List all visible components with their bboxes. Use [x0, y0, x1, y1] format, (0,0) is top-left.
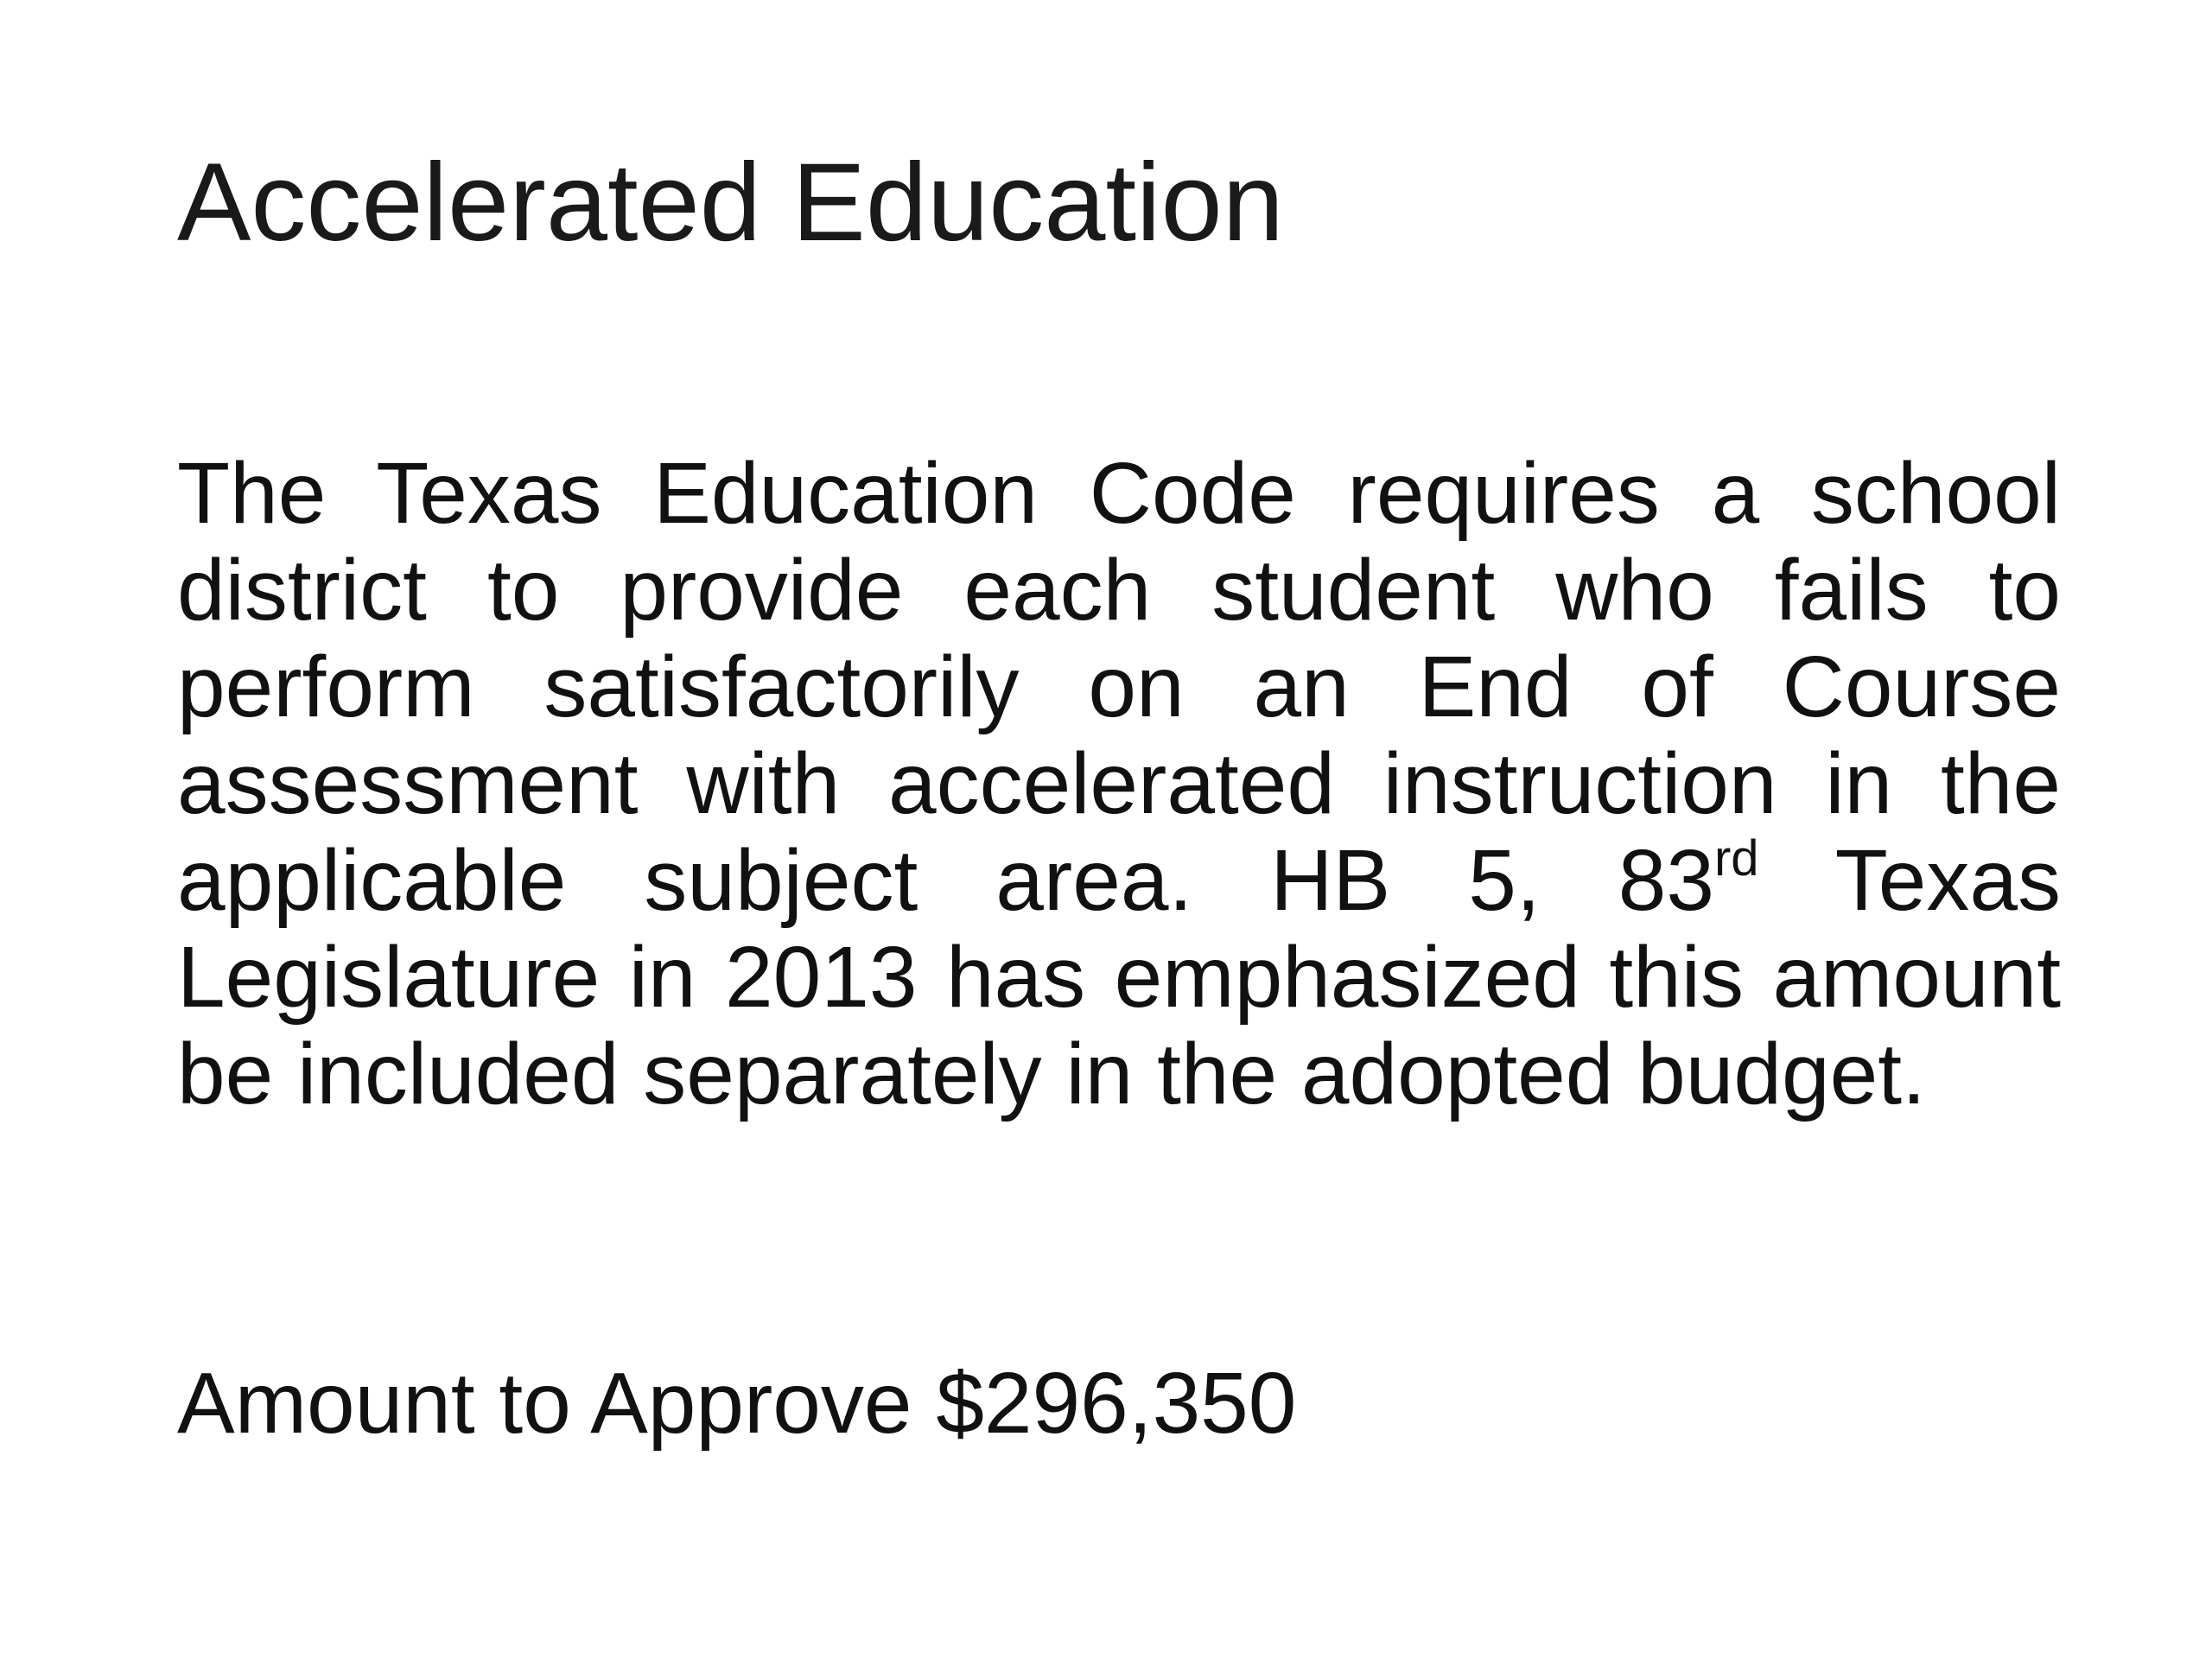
- body-paragraph: [177, 445, 2061, 1122]
- amount-to-approve: Amount to Approve $296,350: [177, 1355, 1297, 1452]
- ordinal-superscript: rd: [1713, 830, 1759, 887]
- body-text-part-1: The Texas Education Code requires a school district to provide each student who fails to perform satisfactorily on an End of Course assessment with accelerated instruction in the applicable subject area. HB 5, 83: [177, 445, 2061, 929]
- body-text-part-2: Texas Legislature in 2013 has emphasized this amount be included separately in the adopted budget.: [177, 832, 2061, 1122]
- slide-title: Accelerated Education: [177, 141, 1284, 264]
